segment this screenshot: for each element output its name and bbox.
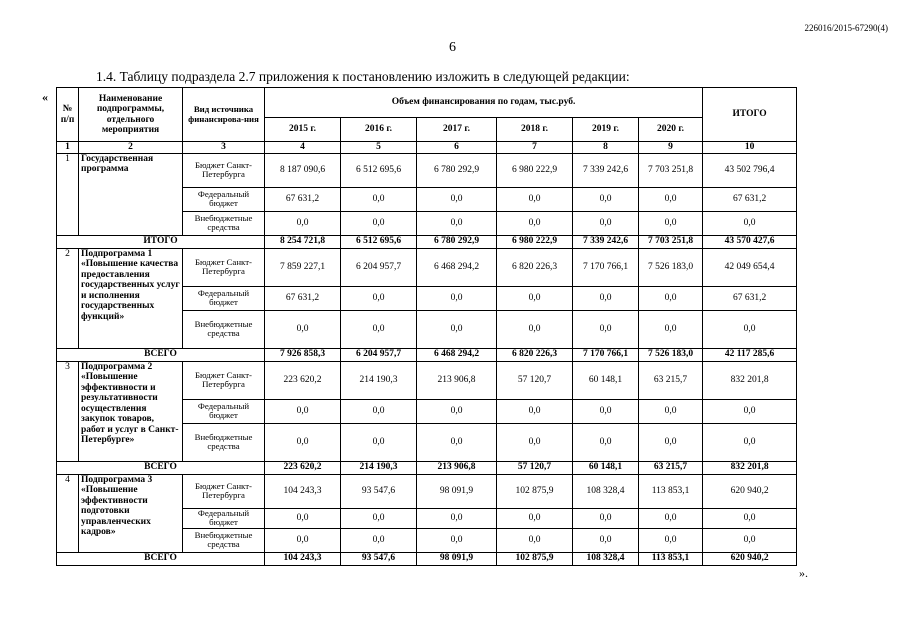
- funding-source: Бюджет Санкт-Петербурга: [183, 248, 265, 286]
- table-row: [57, 248, 797, 286]
- grand-total-value: 43 570 427,6: [703, 235, 797, 248]
- section-total-value: 93 547,6: [341, 552, 417, 565]
- year-value: 67 631,2: [265, 286, 341, 310]
- section-total-value: 6 468 294,2: [417, 348, 497, 361]
- year-value: 0,0: [639, 399, 703, 423]
- column-number: 3: [183, 142, 265, 154]
- year-value: 67 631,2: [265, 187, 341, 211]
- year-value: 0,0: [639, 528, 703, 552]
- grand-total-value: 620 940,2: [703, 552, 797, 565]
- year-value: 0,0: [497, 399, 573, 423]
- funding-source: Бюджет Санкт-Петербурга: [183, 153, 265, 187]
- funding-source: Федеральный бюджет: [183, 399, 265, 423]
- program-name: Подпрограмма 1 «Повышение качества предоставления государственных услуг и исполнения государственных функций»: [79, 248, 183, 348]
- year-value: 60 148,1: [573, 361, 639, 399]
- year-value: 0,0: [341, 310, 417, 348]
- funding-source: Внебюджетные средства: [183, 211, 265, 235]
- section-total-value: 102 875,9: [497, 552, 573, 565]
- header-funding: Объем финансирования по годам, тыс.руб.: [265, 88, 703, 118]
- row-total-value: 67 631,2: [703, 286, 797, 310]
- opening-quote: «: [42, 90, 48, 104]
- year-value: 0,0: [573, 211, 639, 235]
- section-total-value: 7 526 183,0: [639, 348, 703, 361]
- section-total-row: [57, 461, 797, 474]
- year-value: 0,0: [341, 187, 417, 211]
- program-name: Государственная программа: [79, 153, 183, 235]
- year-value: 0,0: [265, 528, 341, 552]
- row-number: 1: [57, 153, 79, 235]
- year-value: 0,0: [497, 423, 573, 461]
- year-value: 0,0: [265, 508, 341, 528]
- section-total-row: [57, 348, 797, 361]
- section-total-value: 7 170 766,1: [573, 348, 639, 361]
- year-value: 6 980 222,9: [497, 153, 573, 187]
- header-year: 2018 г.: [497, 118, 573, 142]
- year-value: 0,0: [417, 211, 497, 235]
- program-name: Подпрограмма 2 «Повышение эффективности и результативности осуществления закупок товаров, работ и услуг в Санкт-Петербурге»: [79, 361, 183, 461]
- year-value: 0,0: [417, 399, 497, 423]
- year-value: 0,0: [573, 187, 639, 211]
- year-value: 0,0: [497, 508, 573, 528]
- section-total-value: 57 120,7: [497, 461, 573, 474]
- row-number: 3: [57, 361, 79, 461]
- column-number: 2: [79, 142, 183, 154]
- year-value: 214 190,3: [341, 361, 417, 399]
- year-value: 0,0: [573, 310, 639, 348]
- year-value: 7 339 242,6: [573, 153, 639, 187]
- funding-source: Внебюджетные средства: [183, 310, 265, 348]
- header-source: Вид источника финансирова-ния: [183, 88, 265, 142]
- year-value: 0,0: [639, 187, 703, 211]
- year-value: 6 820 226,3: [497, 248, 573, 286]
- row-total-value: 42 049 654,4: [703, 248, 797, 286]
- year-value: 0,0: [265, 211, 341, 235]
- year-value: 7 526 183,0: [639, 248, 703, 286]
- column-number: 10: [703, 142, 797, 154]
- year-value: 108 328,4: [573, 474, 639, 508]
- year-value: 0,0: [573, 399, 639, 423]
- row-total-value: 0,0: [703, 399, 797, 423]
- year-value: 7 170 766,1: [573, 248, 639, 286]
- row-total-value: 0,0: [703, 528, 797, 552]
- section-total-value: 213 906,8: [417, 461, 497, 474]
- row-total-value: 0,0: [703, 508, 797, 528]
- year-value: 0,0: [341, 508, 417, 528]
- year-value: 6 468 294,2: [417, 248, 497, 286]
- section-total-value: 214 190,3: [341, 461, 417, 474]
- funding-source: Федеральный бюджет: [183, 508, 265, 528]
- row-total-value: 0,0: [703, 310, 797, 348]
- year-value: 98 091,9: [417, 474, 497, 508]
- section-total-row: [57, 235, 797, 248]
- row-total-value: 620 940,2: [703, 474, 797, 508]
- section-total-value: 108 328,4: [573, 552, 639, 565]
- year-value: 0,0: [573, 528, 639, 552]
- row-total-value: 43 502 796,4: [703, 153, 797, 187]
- column-number: 9: [639, 142, 703, 154]
- year-value: 0,0: [639, 211, 703, 235]
- section-total-value: 7 703 251,8: [639, 235, 703, 248]
- year-value: 63 215,7: [639, 361, 703, 399]
- year-value: 0,0: [573, 423, 639, 461]
- year-value: 213 906,8: [417, 361, 497, 399]
- year-value: 0,0: [497, 528, 573, 552]
- row-total-value: 0,0: [703, 423, 797, 461]
- header-year: 2020 г.: [639, 118, 703, 142]
- year-value: 0,0: [639, 310, 703, 348]
- section-total-value: 63 215,7: [639, 461, 703, 474]
- grand-total-value: 42 117 285,6: [703, 348, 797, 361]
- year-value: 0,0: [417, 508, 497, 528]
- section-total-value: 7 339 242,6: [573, 235, 639, 248]
- year-value: 0,0: [497, 187, 573, 211]
- year-value: 0,0: [341, 423, 417, 461]
- year-value: 0,0: [497, 310, 573, 348]
- section-total-value: 7 926 858,3: [265, 348, 341, 361]
- header-num: № п/п: [57, 88, 79, 142]
- year-value: 0,0: [341, 399, 417, 423]
- year-value: 104 243,3: [265, 474, 341, 508]
- section-total-label: ИТОГО: [57, 235, 265, 248]
- year-value: 0,0: [639, 508, 703, 528]
- header-year: 2015 г.: [265, 118, 341, 142]
- section-total-value: 6 204 957,7: [341, 348, 417, 361]
- year-value: 0,0: [417, 423, 497, 461]
- year-value: 0,0: [417, 528, 497, 552]
- year-value: 6 204 957,7: [341, 248, 417, 286]
- funding-source: Федеральный бюджет: [183, 187, 265, 211]
- year-value: 0,0: [497, 211, 573, 235]
- section-total-value: 8 254 721,8: [265, 235, 341, 248]
- header-name: Наименование подпрограммы, отдельного мероприятия: [79, 88, 183, 142]
- row-number: 2: [57, 248, 79, 348]
- year-value: 0,0: [639, 423, 703, 461]
- program-name: Подпрограмма 3 «Повышение эффективности подготовки управленческих кадров»: [79, 474, 183, 552]
- row-total-value: 67 631,2: [703, 187, 797, 211]
- section-total-value: 113 853,1: [639, 552, 703, 565]
- funding-source: Внебюджетные средства: [183, 423, 265, 461]
- year-value: 102 875,9: [497, 474, 573, 508]
- page-number: 6: [449, 40, 456, 55]
- column-number-row: [57, 142, 797, 154]
- section-total-label: ВСЕГО: [57, 461, 265, 474]
- year-value: 0,0: [417, 286, 497, 310]
- section-total-value: 223 620,2: [265, 461, 341, 474]
- year-value: 0,0: [341, 211, 417, 235]
- table-row: [57, 361, 797, 399]
- year-value: 93 547,6: [341, 474, 417, 508]
- section-total-row: [57, 552, 797, 565]
- year-value: 57 120,7: [497, 361, 573, 399]
- section-heading: 1.4. Таблицу подраздела 2.7 приложения к постановлению изложить в следующей редакции:: [96, 69, 630, 84]
- year-value: 6 512 695,6: [341, 153, 417, 187]
- section-total-label: ВСЕГО: [57, 348, 265, 361]
- row-total-value: 832 201,8: [703, 361, 797, 399]
- table-row: [57, 474, 797, 508]
- year-value: 223 620,2: [265, 361, 341, 399]
- year-value: 0,0: [573, 508, 639, 528]
- year-value: 0,0: [265, 399, 341, 423]
- year-value: 7 859 227,1: [265, 248, 341, 286]
- section-total-value: 6 980 222,9: [497, 235, 573, 248]
- year-value: 0,0: [341, 286, 417, 310]
- column-number: 7: [497, 142, 573, 154]
- section-total-value: 60 148,1: [573, 461, 639, 474]
- funding-source: Бюджет Санкт-Петербурга: [183, 361, 265, 399]
- year-value: 0,0: [497, 286, 573, 310]
- column-number: 4: [265, 142, 341, 154]
- year-value: 6 780 292,9: [417, 153, 497, 187]
- column-number: 6: [417, 142, 497, 154]
- closing-quote: ».: [799, 566, 808, 580]
- section-total-value: 6 820 226,3: [497, 348, 573, 361]
- year-value: 0,0: [341, 528, 417, 552]
- year-value: 0,0: [265, 310, 341, 348]
- table-row: [57, 153, 797, 187]
- year-value: 113 853,1: [639, 474, 703, 508]
- header-total: ИТОГО: [703, 88, 797, 142]
- section-total-value: 6 780 292,9: [417, 235, 497, 248]
- header-year: 2016 г.: [341, 118, 417, 142]
- section-total-value: 6 512 695,6: [341, 235, 417, 248]
- year-value: 0,0: [639, 286, 703, 310]
- year-value: 8 187 090,6: [265, 153, 341, 187]
- column-number: 5: [341, 142, 417, 154]
- year-value: 0,0: [265, 423, 341, 461]
- funding-source: Внебюджетные средства: [183, 528, 265, 552]
- funding-source: Федеральный бюджет: [183, 286, 265, 310]
- funding-source: Бюджет Санкт-Петербурга: [183, 474, 265, 508]
- header-year: 2017 г.: [417, 118, 497, 142]
- financing-table: [56, 87, 797, 566]
- year-value: 0,0: [417, 310, 497, 348]
- column-number: 1: [57, 142, 79, 154]
- section-total-label: ВСЕГО: [57, 552, 265, 565]
- year-value: 0,0: [573, 286, 639, 310]
- column-number: 8: [573, 142, 639, 154]
- grand-total-value: 832 201,8: [703, 461, 797, 474]
- header-year: 2019 г.: [573, 118, 639, 142]
- year-value: 0,0: [417, 187, 497, 211]
- section-total-value: 104 243,3: [265, 552, 341, 565]
- year-value: 7 703 251,8: [639, 153, 703, 187]
- section-total-value: 98 091,9: [417, 552, 497, 565]
- row-number: 4: [57, 474, 79, 552]
- row-total-value: 0,0: [703, 211, 797, 235]
- document-number: 226016/2015-67290(4): [804, 23, 888, 33]
